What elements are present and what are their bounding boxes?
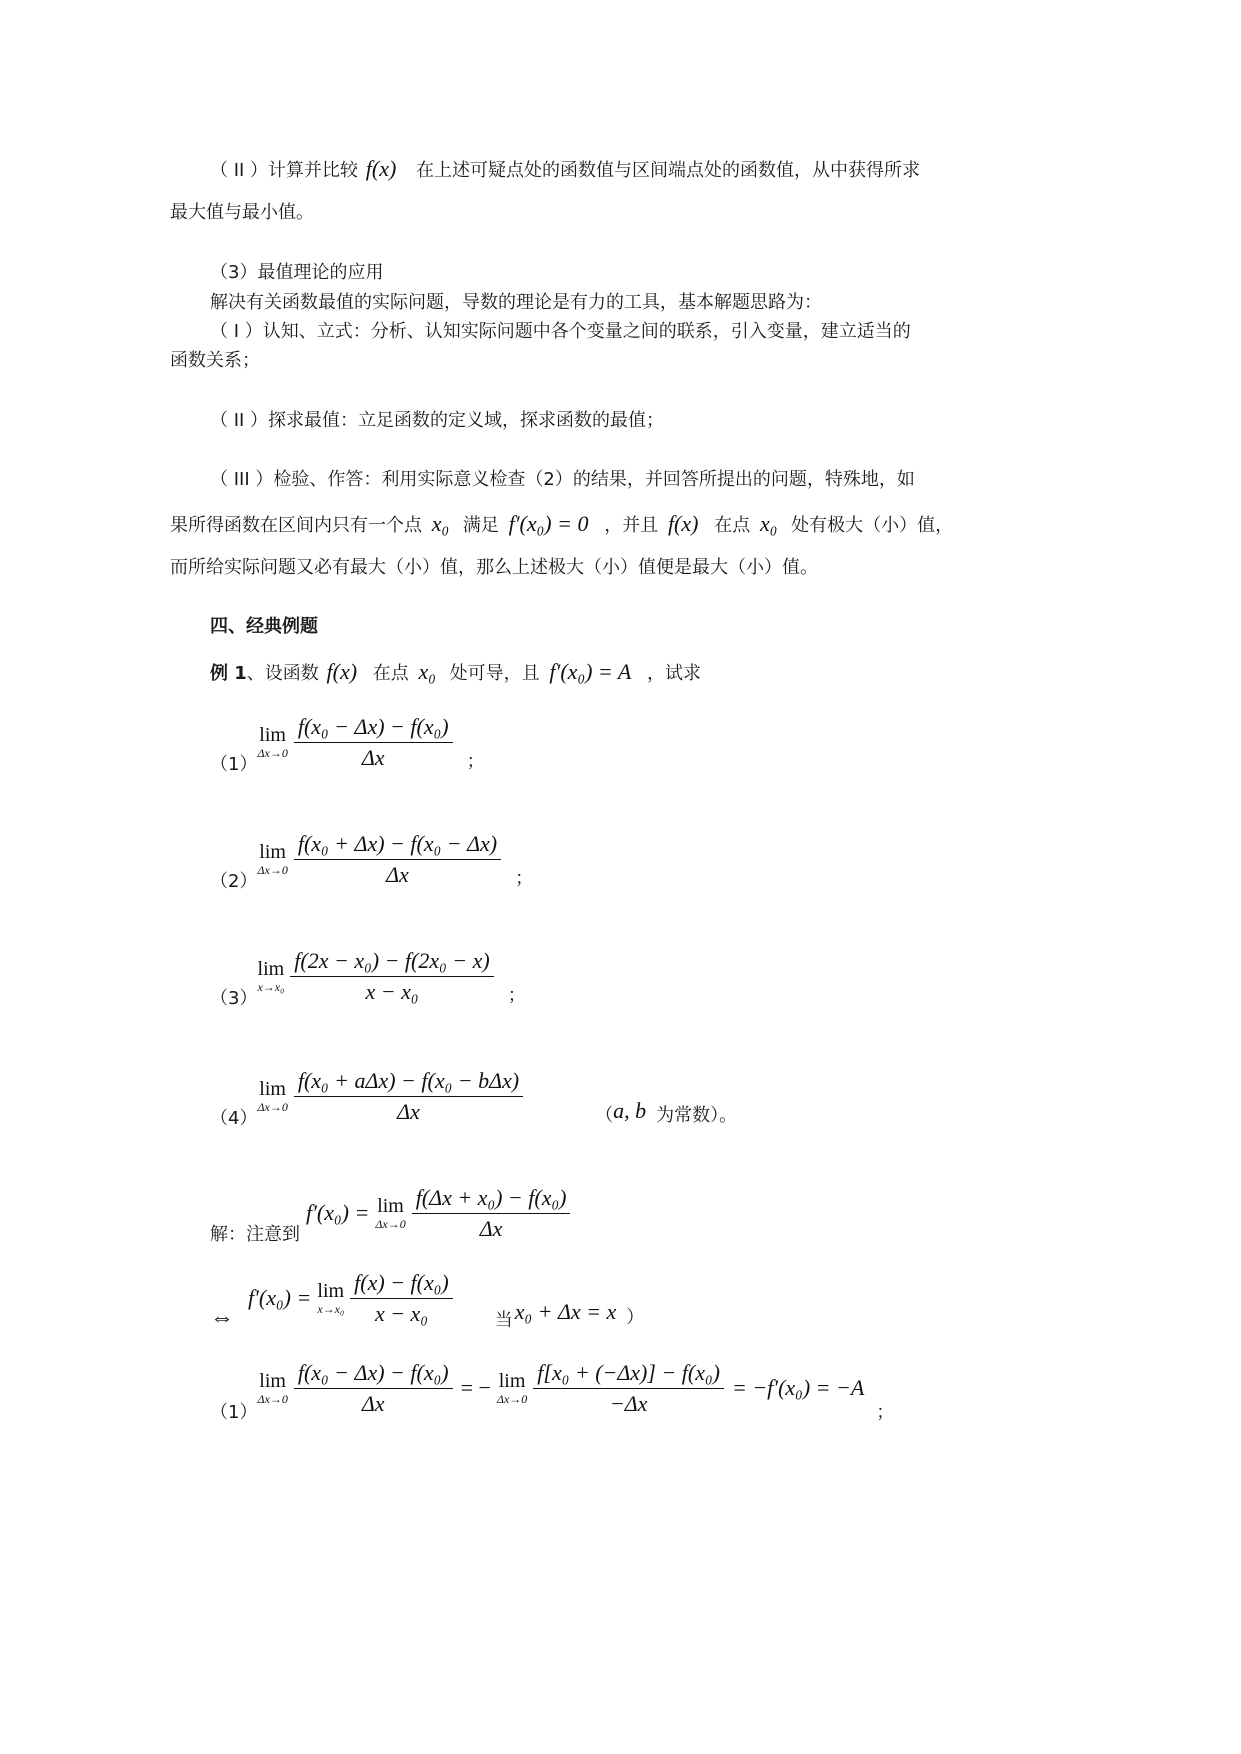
example-1-text-d: ，试求: [647, 663, 702, 684]
answer-1-end: ；: [876, 1402, 895, 1423]
question-3-end: ；: [507, 985, 526, 1006]
question-2-label: （2）: [210, 871, 258, 892]
question-3-lim: lim x→x₀: [257, 958, 285, 994]
question-4-lim: lim Δx→0: [257, 1078, 288, 1114]
iff-lhs: f′(x₀) =: [248, 1285, 312, 1310]
question-1: [210, 708, 485, 776]
para-ii-text-b: 在上述可疑点处的函数值与区间端点处的函数值，从中获得所求: [416, 160, 921, 181]
question-2: [210, 825, 533, 893]
fx-formula-2: f(x): [667, 511, 699, 536]
example-1-text-c: 处可导，且: [449, 663, 540, 684]
solution-lhs: f′(x₀) =: [306, 1200, 370, 1225]
ex1-fx-formula: f(x): [326, 659, 358, 684]
question-1-lim: lim Δx→0: [257, 724, 288, 760]
section-4-title: 四、经典例题: [210, 616, 318, 637]
step-ii: （ II ）探求最值：立足函数的定义域，探求函数的最值；: [210, 410, 665, 431]
step-iii-text-4: 在点: [714, 515, 751, 536]
step-iii-line1: （ III ）检验、作答：利用实际意义检查（2）的结果，并回答所提出的问题，特殊地，如: [210, 469, 915, 490]
step-i-line2: 函数关系；: [170, 350, 260, 371]
x0-formula-2: x₀: [759, 511, 778, 536]
answer-1-label: （1）: [210, 1402, 258, 1423]
para-ii-text-a: （ II ）计算并比较: [210, 160, 359, 181]
answer-1-fraction-1: $\frac{\text{f(x₀ − Δx) − f(x₀)}}{\Delta x}$: [294, 1360, 453, 1417]
section-3-title: （3）最值理论的应用: [210, 262, 384, 283]
question-4-label: （4）: [210, 1108, 258, 1129]
question-2-fraction: $\frac{\text{f(x₀ + Δx) − f(x₀ − Δx)}}{\Delta x}$: [294, 831, 501, 888]
solution-label: 解：注意到: [210, 1224, 300, 1245]
equivalence-line: [210, 1264, 644, 1332]
question-3-fraction: $\frac{\text{f(2x − x₀) − f(2x₀ − x)}}{\text{x − x₀}}$: [290, 948, 493, 1005]
iff-condition: x₀ + Δx = x: [514, 1299, 617, 1324]
answer-1-rhs: = −f′(x₀) = −A: [731, 1375, 865, 1400]
answer-1-fraction-2: $\frac{\text{f[x₀ + (−Δx)] − f(x₀)}}{-\Delta x}$: [533, 1360, 724, 1417]
step-i-line1: （ I ）认知、立式：分析、认知实际问题中各个变量之间的联系，引入变量，建立适当的: [210, 321, 911, 342]
question-1-end: ；: [466, 751, 485, 772]
question-2-lim: lim Δx→0: [257, 841, 288, 877]
solution-fraction: $\frac{\text{f(Δx + x₀) − f(x₀)}}{\Delta x}$: [412, 1185, 571, 1242]
iff-fraction: $\frac{\text{f(x) − f(x₀)}}{\text{x − x₀}}$: [350, 1270, 453, 1327]
question-4-end: 为常数）。: [656, 1105, 738, 1126]
iff-lim: lim x→x₀: [317, 1280, 345, 1316]
question-4: [210, 1062, 737, 1130]
question-4-ab: a, b: [613, 1098, 647, 1123]
example-1-text-a: 、设函数: [246, 663, 319, 684]
answer-1-mid: = −: [460, 1375, 491, 1400]
step-iii-text-1: 果所得函数在区间内只有一个点: [170, 515, 422, 536]
step-iii-line3: 而所给实际问题又必有最大（小）值，那么上述极大（小）值便是最大（小）值。: [170, 557, 818, 578]
para-ii-line1: [210, 158, 920, 182]
question-1-label: （1）: [210, 754, 258, 775]
x0-formula: x₀: [431, 511, 450, 536]
question-3-label: （3）: [210, 988, 258, 1009]
example-1-label: 例 1: [210, 663, 247, 684]
solution-line: [210, 1180, 572, 1246]
question-3: [210, 942, 526, 1010]
para-ii-line2: 最大值与最小值。: [170, 202, 314, 223]
step-iii-text-5: 处有极大（小）值，: [791, 515, 954, 536]
answer-1-lim: lim Δx→0: [257, 1370, 288, 1406]
question-4-paren: （: [595, 1105, 614, 1126]
step-iii-line2: [170, 513, 953, 537]
answer-1: [210, 1352, 894, 1424]
step-iii-text-3: ，并且: [604, 515, 659, 536]
question-2-end: ；: [515, 868, 534, 889]
example-1-statement: [210, 661, 701, 685]
ex1-x0-formula: x₀: [418, 659, 436, 684]
iff-symbol: ⇔: [210, 1304, 234, 1331]
ex1-fprime-formula: f′(x₀) = A: [549, 659, 632, 684]
iff-close: ）: [626, 1307, 645, 1328]
iff-when: 当: [494, 1310, 513, 1331]
answer-1-lim-2: lim Δx→0: [496, 1370, 528, 1406]
solution-lim: lim Δx→0: [375, 1195, 406, 1231]
section-3-intro: 解决有关函数最值的实际问题，导数的理论是有力的工具，基本解题思路为：: [210, 292, 822, 313]
fx-formula: f(x): [365, 156, 397, 181]
step-iii-text-2: 满足: [462, 515, 499, 536]
fprime-zero-formula: f′(x₀) = 0: [508, 511, 589, 536]
question-4-fraction: $\frac{\text{f(x₀ + aΔx) − f(x₀ − bΔx)}}{\Delta x}$: [294, 1068, 523, 1125]
example-1-text-b: 在点: [372, 663, 409, 684]
question-1-fraction: $\frac{\text{f(x₀ − Δx) − f(x₀)}}{\Delta x}$: [294, 714, 453, 771]
